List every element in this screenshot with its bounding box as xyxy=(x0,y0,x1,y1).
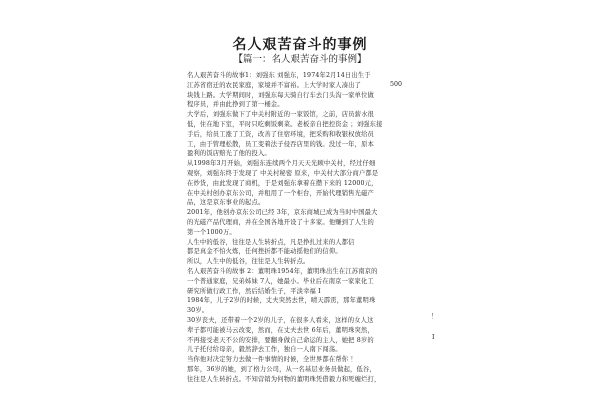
text-line: 往往是人生转折点。不知营销为何物的董明珠凭借毅力和死缠烂打， xyxy=(187,375,381,383)
text-line: 30岁丧夫，还带着一个2岁的儿子，在很多人看来，这样的女人这 xyxy=(187,316,374,324)
text-line: 品，这是京东事业的起点。 xyxy=(187,199,265,207)
text-line: 手后，给员工涨了工资，改善了住宿环境，把采购和收银权放给员 xyxy=(187,130,374,138)
margin-mark: ！ xyxy=(431,313,438,320)
text-line: 一个普通家庭，兄弟姊妹 7人，她最小。毕业后在南京一家家化工 xyxy=(187,277,374,285)
text-line: 观察，刘强东终于发现了 中关村秘密 原来，中关村大部分商户都是 xyxy=(187,169,379,177)
text-line: 工，由于管理松散，员工变着法子侵吞店里的钱。没过一年，原本 xyxy=(187,140,374,148)
text-line: 当你他对决定努力去做一件事情的时候，全世界都在帮你 ！ xyxy=(187,356,357,364)
margin-number: 500 xyxy=(390,81,403,88)
text-line: 1984年，儿子2岁的时候，丈夫突然去世，晴天霹雳，那年董明珠 xyxy=(187,297,376,305)
text-line: 从1998年3月开始，刘强东连续两个月天天光顾中关村，经过仔细 xyxy=(187,160,376,168)
text-line: 名人艰苦奋斗的故事1：刘强东 刘强东，1974年2月14日出生于 xyxy=(187,72,371,79)
text-line: 都是真金不怕火炼，任何挫折都不能动摇他们的信仰。 xyxy=(187,248,342,256)
text-line: 人生中的低谷，往往是人生转折点，凡是挣扎过来的人都信 xyxy=(187,238,355,246)
text-line: 在炒货，由此发现了商机，于是刘强东拿着在攒下来的 12000元， xyxy=(187,179,378,187)
text-line: 在中关村创办京东公司，并租用了一个柜台，开始代理销售光磁产 xyxy=(187,189,374,197)
text-line: 30岁。 xyxy=(187,307,209,315)
document-subtitle: 【篇一：名人艰苦奋斗的事例】 xyxy=(233,54,367,65)
text-line: 不再接受老天不公的安排，要翻身做自己命运的主人，她把 8岁的 xyxy=(187,336,374,344)
text-line: 盈利的饭店赔光了他的投入。 xyxy=(187,150,271,158)
document-title: 名人艰苦奋斗的事例 xyxy=(232,37,368,53)
text-line: 块钱上路。大学期间时，刘强东每天骑自行车去门头沟一家单位做 xyxy=(187,91,374,99)
text-line: 辈子都可能被马云改变，然而，在丈夫去世 6年后，董明珠突然， xyxy=(187,326,374,334)
text-line: 的光磁产品代理商，并在全国各地开设了十多家。他赚到了人生的 xyxy=(187,218,374,226)
text-line: 所以，人生中的低谷，往往是人生转折点。 xyxy=(187,258,310,266)
text-line: 2001年，他创办京东公司已经 3年，京东商城已成为当时中国最大 xyxy=(187,209,378,217)
margin-mark: I xyxy=(432,334,435,341)
text-line: 那年，36岁的她，到了格力公司，从一名基层业务员做起，低谷， xyxy=(187,365,376,373)
text-line: 研究所做行政工作，然后结婚生子，平淡幸福 I xyxy=(187,287,321,295)
document-body xyxy=(187,71,422,385)
text-line: 名人艰苦奋斗的故事 2：董明珠1954年，董明珠出生在江苏南京的 xyxy=(187,267,378,275)
text-line: 儿子托付给母亲，毅然辞去工作，独自一人南下闯荡。 xyxy=(187,346,342,354)
text-line: 程序员，并由此挣到了第一桶金。 xyxy=(187,101,284,109)
text-line: 第一个1000万。 xyxy=(187,228,236,236)
text-line: 低，住在地下室，平时只吃剩饭剩菜。老板亲自把控资金 ；刘强东接 xyxy=(187,120,383,128)
text-line: 大学后，刘强东做下了中关村附近的一家饭馆，之前，店员薪水很 xyxy=(187,111,374,119)
text-line: 江苏省宿迁的农民家庭，家境并不富裕。上大学时家人凑出了 xyxy=(187,81,362,89)
